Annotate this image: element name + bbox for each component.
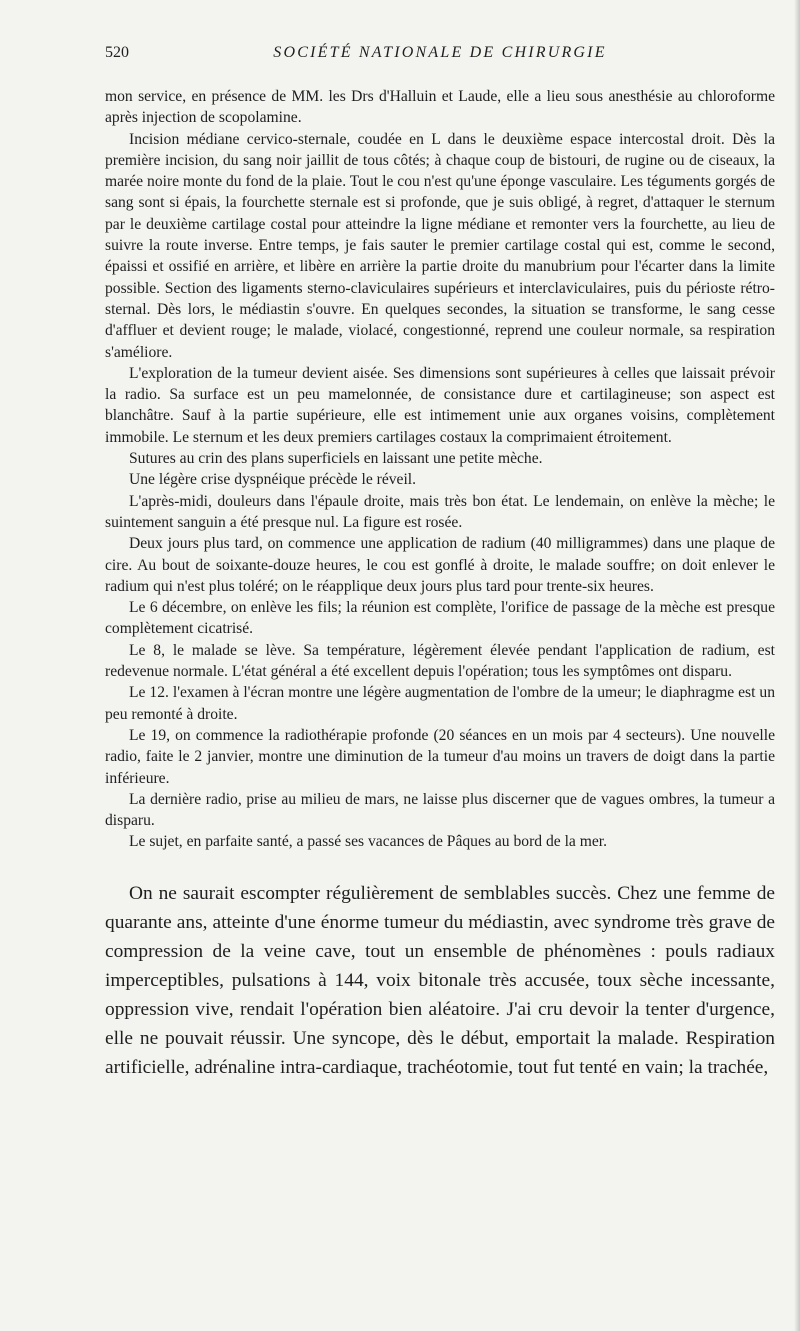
paragraph-last-radio: La dernière radio, prise au milieu de mars, ne laisse plus discerner que de vagues ombres, la tumeur a disparu. xyxy=(105,790,775,830)
commentary-body xyxy=(105,879,775,1082)
paragraph-december-6: Le 6 décembre, on enlève les fils; la réunion est complète, l'orifice de passage de la mèche est presque complètement cicatrisé. xyxy=(105,599,775,638)
paragraph-incision: Incision médiane cervico-sternale, coudée en L dans le deuxième espace intercostal droit. Dès la première incision, du sang noir jaillit de tous côtés; à chaque coup de bistouri, de rugine ou de ciseaux, la marée noire monte du fond de la plaie. Tout le cou n'est qu'une éponge vasculaire. Les téguments gorgés de sang sont si épais, la fourchette sternale est si profonde, que je suis obligé, à regret, d'attaquer le sternum par le deuxième cartilage costal pour atteindre la ligne médiane et remonter vers la fourchette, au lieu de suivre la route inverse. Entre temps, je fais sauter le premier cartilage costal qui est, comme le second, épaissi et ossifié en arrière, et libère en arrière la partie droite du manubrium pour l'écarter dans la limite possible. Section des ligaments sterno-claviculaires supérieurs et interclaviculaires, puis du périoste rétro-sternal. Dès lors, le médiastin s'ouvre. En quelques secondes, la situation se transforme, le sang cesse d'affluer et devient rouge; le malade, violacé, congestionné, reprend une couleur normale, sa respiration s'améliore. xyxy=(105,130,775,361)
paragraph-exploration: L'exploration de la tumeur devient aisée. Ses dimensions sont supérieures à celles que laissait prévoir la radio. Sa surface est un peu mamelonnée, de consistance dure et cartilagineuse; son aspect est blanchâtre. Sauf à la partie supérieure, elle est intimement unie aux organes voisins, complètement immobile. Le sternum et les deux premiers cartilages costaux la comprimaient étroitement. xyxy=(105,364,775,446)
case-report-body xyxy=(105,86,775,853)
paragraph-continued: mon service, en présence de MM. les Drs d'Halluin et Laude, elle a lieu sous anesthésie au chloroforme après injection de scopolamine. xyxy=(105,88,775,127)
paragraph-afternoon: L'après-midi, douleurs dans l'épaule droite, mais très bon état. Le lendemain, on enlève la mèche; le suintement sanguin a été presque nul. La figure est rosée. xyxy=(105,492,775,531)
paragraph-dyspnea: Une légère crise dyspnéique précède le réveil. xyxy=(129,471,417,489)
paragraph-day-12: Le 12. l'examen à l'écran montre une légère augmentation de l'ombre de la umeur; le diaphragme est un peu remonté à droite. xyxy=(105,684,775,723)
running-title: SOCIÉTÉ NATIONALE DE CHIRURGIE xyxy=(273,44,607,61)
page-header xyxy=(105,44,775,72)
paragraph-day-8: Le 8, le malade se lève. Sa température, légèrement élevée pendant l'application de radium, est redevenue normale. L'état général a été excellent depuis l'opération; tous les symptômes ont disparu. xyxy=(105,641,775,681)
paragraph-outcome: Le sujet, en parfaite santé, a passé ses vacances de Pâques au bord de la mer. xyxy=(129,833,608,851)
paragraph-sutures: Sutures au crin des plans superficiels en laissant une petite mèche. xyxy=(129,450,543,468)
paragraph-commentary: On ne saurait escompter régulièrement de semblables succès. Chez une femme de quarante ans, atteinte d'une énorme tumeur du médiastin, avec syndrome très grave de compression de la veine cave, tout un ensemble de phénomènes : pouls radiaux imperceptibles, pulsations à 144, voix bitonale très accusée, toux sèche incessante, oppression vive, rendait l'opération bien aléatoire. J'ai cru devoir la tenter d'urgence, elle ne pouvait réussir. Une syncope, dès le début, emportait la malade. Respiration artificielle, adrénaline intra-cardiaque, trachéotomie, tout fut tenté en vain; la trachée, xyxy=(105,882,775,1078)
paragraph-radium: Deux jours plus tard, on commence une application de radium (40 milligrammes) dans une plaque de cire. Au bout de soixante-douze heures, le cou est gonflé à droite, le malade souffre; on doit enlever le radium qui n'est plus toléré; on le réapplique deux jours plus tard pour trente-six heures. xyxy=(105,535,775,595)
paragraph-day-19: Le 19, on commence la radiothérapie profonde (20 séances en un mois par 4 secteurs). Une nouvelle radio, faite le 2 janvier, montre une diminution de la tumeur d'au moins un travers de doigt dans la partie inférieure. xyxy=(105,726,775,787)
page-number: 520 xyxy=(105,44,129,61)
page-edge-shadow xyxy=(794,0,800,1331)
